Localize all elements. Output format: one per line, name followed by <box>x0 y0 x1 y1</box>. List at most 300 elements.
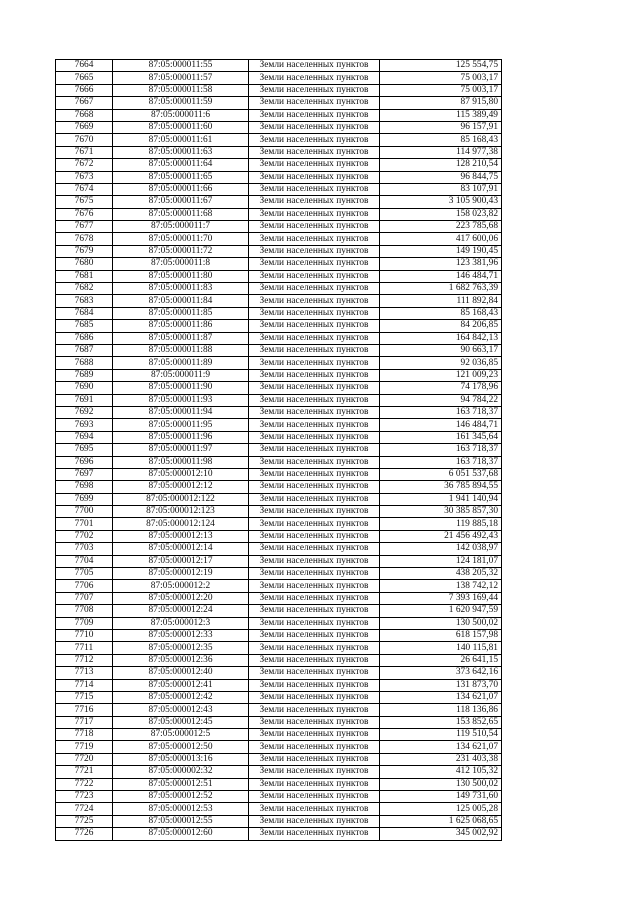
land-category-cell: Земли населенных пунктов <box>249 121 380 133</box>
table-row <box>56 344 502 356</box>
table-row <box>56 729 502 741</box>
table-row <box>56 208 502 220</box>
cadastral-number-cell: 87:05:000011:85 <box>113 307 249 319</box>
table-row <box>56 815 502 827</box>
cadastral-value-cell: 119 885,18 <box>380 518 502 530</box>
table-row <box>56 828 502 840</box>
table-row <box>56 543 502 555</box>
table-row <box>56 307 502 319</box>
cadastral-value-cell: 134 621,07 <box>380 691 502 703</box>
cadastral-value-cell: 164 842,13 <box>380 332 502 344</box>
land-category-cell: Земли населенных пунктов <box>249 221 380 233</box>
cadastral-number-cell: 87:05:000012:50 <box>113 741 249 753</box>
cadastral-value-cell: 90 663,17 <box>380 344 502 356</box>
land-category-cell: Земли населенных пунктов <box>249 691 380 703</box>
cadastral-value-cell: 118 136,86 <box>380 704 502 716</box>
cadastral-number-cell: 87:05:000012:3 <box>113 617 249 629</box>
cadastral-number-cell: 87:05:000011:64 <box>113 159 249 171</box>
land-category-cell: Земли населенных пунктов <box>249 530 380 542</box>
cadastral-number-cell: 87:05:000012:13 <box>113 530 249 542</box>
table-row <box>56 444 502 456</box>
land-category-cell: Земли населенных пунктов <box>249 307 380 319</box>
table-row <box>56 704 502 716</box>
cadastral-value-cell: 74 178,96 <box>380 382 502 394</box>
row-number-cell: 7665 <box>56 72 113 84</box>
row-number-cell: 7708 <box>56 605 113 617</box>
table-row <box>56 803 502 815</box>
table-row <box>56 72 502 84</box>
cadastral-value-cell: 26 641,15 <box>380 654 502 666</box>
cadastral-number-cell: 87:05:000011:90 <box>113 382 249 394</box>
document-page <box>55 59 502 841</box>
row-number-cell: 7696 <box>56 456 113 468</box>
cadastral-value-cell: 158 023,82 <box>380 208 502 220</box>
table-row <box>56 97 502 109</box>
cadastral-value-cell: 96 157,91 <box>380 121 502 133</box>
row-number-cell: 7710 <box>56 629 113 641</box>
row-number-cell: 7713 <box>56 667 113 679</box>
table-row <box>56 568 502 580</box>
cadastral-number-cell: 87:05:000012:35 <box>113 642 249 654</box>
land-category-cell: Земли населенных пунктов <box>249 716 380 728</box>
cadastral-number-cell: 87:05:000012:60 <box>113 828 249 840</box>
cadastral-value-cell: 163 718,37 <box>380 444 502 456</box>
cadastral-number-cell: 87:05:000011:57 <box>113 72 249 84</box>
cadastral-number-cell: 87:05:000011:58 <box>113 84 249 96</box>
table-row <box>56 196 502 208</box>
row-number-cell: 7699 <box>56 493 113 505</box>
cadastral-number-cell: 87:05:000011:8 <box>113 258 249 270</box>
land-category-cell: Земли населенных пунктов <box>249 828 380 840</box>
cadastral-value-cell: 7 393 169,44 <box>380 592 502 604</box>
table-row <box>56 580 502 592</box>
row-number-cell: 7717 <box>56 716 113 728</box>
row-number-cell: 7721 <box>56 766 113 778</box>
cadastral-value-cell: 1 682 763,39 <box>380 283 502 295</box>
cadastral-number-cell: 87:05:000012:24 <box>113 605 249 617</box>
table-row <box>56 592 502 604</box>
table-row <box>56 629 502 641</box>
table-row <box>56 134 502 146</box>
land-category-cell: Земли населенных пунктов <box>249 555 380 567</box>
table-row <box>56 146 502 158</box>
row-number-cell: 7681 <box>56 270 113 282</box>
row-number-cell: 7718 <box>56 729 113 741</box>
cadastral-number-cell: 87:05:000011:89 <box>113 357 249 369</box>
cadastral-value-cell: 121 009,23 <box>380 369 502 381</box>
land-category-cell: Земли населенных пунктов <box>249 97 380 109</box>
land-category-cell: Земли населенных пунктов <box>249 679 380 691</box>
land-category-cell: Земли населенных пунктов <box>249 803 380 815</box>
land-category-cell: Земли населенных пунктов <box>249 629 380 641</box>
row-number-cell: 7702 <box>56 530 113 542</box>
land-category-cell: Земли населенных пунктов <box>249 543 380 555</box>
row-number-cell: 7694 <box>56 431 113 443</box>
cadastral-value-cell: 138 742,12 <box>380 580 502 592</box>
land-category-cell: Земли населенных пунктов <box>249 791 380 803</box>
cadastral-value-cell: 84 206,85 <box>380 320 502 332</box>
row-number-cell: 7726 <box>56 828 113 840</box>
land-category-cell: Земли населенных пунктов <box>249 109 380 121</box>
cadastral-number-cell: 87:05:000012:51 <box>113 778 249 790</box>
table-row <box>56 791 502 803</box>
cadastral-number-cell: 87:05:000011:65 <box>113 171 249 183</box>
row-number-cell: 7709 <box>56 617 113 629</box>
row-number-cell: 7698 <box>56 481 113 493</box>
land-category-cell: Земли населенных пунктов <box>249 357 380 369</box>
cadastral-value-cell: 142 038,97 <box>380 543 502 555</box>
cadastral-number-cell: 87:05:000012:41 <box>113 679 249 691</box>
land-category-cell: Земли населенных пунктов <box>249 605 380 617</box>
row-number-cell: 7700 <box>56 506 113 518</box>
cadastral-number-cell: 87:05:000011:9 <box>113 369 249 381</box>
cadastral-number-cell: 87:05:000013:16 <box>113 753 249 765</box>
table-row <box>56 456 502 468</box>
land-category-cell: Земли населенных пунктов <box>249 369 380 381</box>
table-row <box>56 84 502 96</box>
cadastral-number-cell: 87:05:000011:84 <box>113 295 249 307</box>
land-category-cell: Земли населенных пунктов <box>249 778 380 790</box>
cadastral-number-cell: 87:05:000011:98 <box>113 456 249 468</box>
cadastral-value-cell: 130 500,02 <box>380 617 502 629</box>
cadastral-number-cell: 87:05:000012:122 <box>113 493 249 505</box>
cadastral-value-cell: 123 381,96 <box>380 258 502 270</box>
table-row <box>56 431 502 443</box>
cadastral-number-cell: 87:05:000011:61 <box>113 134 249 146</box>
table-row <box>56 518 502 530</box>
row-number-cell: 7679 <box>56 245 113 257</box>
land-category-cell: Земли населенных пунктов <box>249 394 380 406</box>
cadastral-number-cell: 87:05:000011:72 <box>113 245 249 257</box>
row-number-cell: 7716 <box>56 704 113 716</box>
table-row <box>56 221 502 233</box>
row-number-cell: 7670 <box>56 134 113 146</box>
cadastral-number-cell: 87:05:000012:45 <box>113 716 249 728</box>
cadastral-value-cell: 438 205,32 <box>380 568 502 580</box>
cadastral-value-cell: 114 977,38 <box>380 146 502 158</box>
table-row <box>56 530 502 542</box>
land-category-cell: Земли населенных пунктов <box>249 568 380 580</box>
row-number-cell: 7677 <box>56 221 113 233</box>
land-category-cell: Земли населенных пунктов <box>249 84 380 96</box>
row-number-cell: 7671 <box>56 146 113 158</box>
cadastral-number-cell: 87:05:000011:60 <box>113 121 249 133</box>
cadastral-value-cell: 85 168,43 <box>380 307 502 319</box>
land-category-cell: Земли населенных пунктов <box>249 245 380 257</box>
row-number-cell: 7719 <box>56 741 113 753</box>
land-category-cell: Земли населенных пунктов <box>249 134 380 146</box>
cadastral-number-cell: 87:05:000011:95 <box>113 419 249 431</box>
cadastral-number-cell: 87:05:000012:52 <box>113 791 249 803</box>
row-number-cell: 7675 <box>56 196 113 208</box>
cadastral-value-cell: 21 456 492,43 <box>380 530 502 542</box>
table-row <box>56 555 502 567</box>
table-row <box>56 109 502 121</box>
cadastral-number-cell: 87:05:000011:7 <box>113 221 249 233</box>
cadastral-number-cell: 87:05:000012:2 <box>113 580 249 592</box>
cadastral-value-cell: 3 105 900,43 <box>380 196 502 208</box>
land-category-cell: Земли населенных пунктов <box>249 741 380 753</box>
cadastral-value-cell: 36 785 894,55 <box>380 481 502 493</box>
table-row <box>56 121 502 133</box>
row-number-cell: 7684 <box>56 307 113 319</box>
cadastral-number-cell: 87:05:000011:97 <box>113 444 249 456</box>
row-number-cell: 7688 <box>56 357 113 369</box>
land-category-cell: Земли населенных пунктов <box>249 580 380 592</box>
cadastral-value-cell: 75 003,17 <box>380 72 502 84</box>
cadastral-value-cell: 128 210,54 <box>380 159 502 171</box>
row-number-cell: 7695 <box>56 444 113 456</box>
cadastral-value-cell: 125 005,28 <box>380 803 502 815</box>
cadastral-number-cell: 87:05:000012:43 <box>113 704 249 716</box>
cadastral-value-cell: 75 003,17 <box>380 84 502 96</box>
land-category-cell: Земли населенных пунктов <box>249 344 380 356</box>
row-number-cell: 7711 <box>56 642 113 654</box>
land-category-cell: Земли населенных пунктов <box>249 270 380 282</box>
table-row <box>56 283 502 295</box>
cadastral-number-cell: 87:05:000011:83 <box>113 283 249 295</box>
cadastral-number-cell: 87:05:000011:96 <box>113 431 249 443</box>
cadastral-number-cell: 87:05:000011:55 <box>113 60 249 72</box>
cadastral-value-cell: 373 642,16 <box>380 667 502 679</box>
land-category-cell: Земли населенных пунктов <box>249 208 380 220</box>
cadastral-value-cell: 1 620 947,59 <box>380 605 502 617</box>
cadastral-value-cell: 231 403,38 <box>380 753 502 765</box>
cadastral-number-cell: 87:05:000011:59 <box>113 97 249 109</box>
land-category-cell: Земли населенных пунктов <box>249 444 380 456</box>
row-number-cell: 7690 <box>56 382 113 394</box>
cadastral-number-cell: 87:05:000011:68 <box>113 208 249 220</box>
row-number-cell: 7697 <box>56 468 113 480</box>
cadastral-value-cell: 161 345,64 <box>380 431 502 443</box>
cadastral-value-cell: 83 107,91 <box>380 183 502 195</box>
row-number-cell: 7712 <box>56 654 113 666</box>
row-number-cell: 7724 <box>56 803 113 815</box>
table-row <box>56 60 502 72</box>
land-category-cell: Земли населенных пунктов <box>249 196 380 208</box>
row-number-cell: 7678 <box>56 233 113 245</box>
cadastral-value-cell: 1 941 140,94 <box>380 493 502 505</box>
cadastral-number-cell: 87:05:000012:20 <box>113 592 249 604</box>
cadastral-number-cell: 87:05:000012:124 <box>113 518 249 530</box>
table-row <box>56 369 502 381</box>
land-category-cell: Земли населенных пунктов <box>249 654 380 666</box>
table-row <box>56 295 502 307</box>
land-category-cell: Земли населенных пунктов <box>249 406 380 418</box>
row-number-cell: 7676 <box>56 208 113 220</box>
cadastral-value-cell: 111 892,84 <box>380 295 502 307</box>
cadastral-number-cell: 87:05:000012:10 <box>113 468 249 480</box>
cadastral-number-cell: 87:05:000012:12 <box>113 481 249 493</box>
cadastral-value-cell: 119 510,54 <box>380 729 502 741</box>
land-category-cell: Земли населенных пунктов <box>249 171 380 183</box>
row-number-cell: 7669 <box>56 121 113 133</box>
cadastral-number-cell: 87:05:000011:88 <box>113 344 249 356</box>
cadastral-value-cell: 345 002,92 <box>380 828 502 840</box>
cadastral-value-cell: 115 389,49 <box>380 109 502 121</box>
cadastral-value-cell: 130 500,02 <box>380 778 502 790</box>
row-number-cell: 7704 <box>56 555 113 567</box>
land-category-cell: Земли населенных пунктов <box>249 766 380 778</box>
land-category-cell: Земли населенных пунктов <box>249 753 380 765</box>
cadastral-number-cell: 87:05:000012:53 <box>113 803 249 815</box>
cadastral-value-cell: 124 181,07 <box>380 555 502 567</box>
row-number-cell: 7714 <box>56 679 113 691</box>
cadastral-number-cell: 87:05:000012:17 <box>113 555 249 567</box>
land-category-cell: Земли населенных пунктов <box>249 258 380 270</box>
table-row <box>56 183 502 195</box>
land-category-cell: Земли населенных пунктов <box>249 72 380 84</box>
land-category-cell: Земли населенных пунктов <box>249 146 380 158</box>
land-category-cell: Земли населенных пунктов <box>249 183 380 195</box>
row-number-cell: 7666 <box>56 84 113 96</box>
row-number-cell: 7680 <box>56 258 113 270</box>
land-category-cell: Земли населенных пунктов <box>249 295 380 307</box>
table-row <box>56 493 502 505</box>
land-category-cell: Земли населенных пунктов <box>249 667 380 679</box>
cadastral-number-cell: 87:05:000012:42 <box>113 691 249 703</box>
table-row <box>56 654 502 666</box>
table-row <box>56 406 502 418</box>
land-category-cell: Земли населенных пунктов <box>249 159 380 171</box>
cadastral-value-cell: 412 105,32 <box>380 766 502 778</box>
table-row <box>56 171 502 183</box>
cadastral-number-cell: 87:05:000011:66 <box>113 183 249 195</box>
land-category-cell: Земли населенных пунктов <box>249 468 380 480</box>
cadastral-number-cell: 87:05:000011:70 <box>113 233 249 245</box>
row-number-cell: 7722 <box>56 778 113 790</box>
row-number-cell: 7692 <box>56 406 113 418</box>
land-category-cell: Земли населенных пунктов <box>249 60 380 72</box>
table-row <box>56 270 502 282</box>
cadastral-number-cell: 87:05:000011:80 <box>113 270 249 282</box>
table-row <box>56 159 502 171</box>
cadastral-number-cell: 87:05:000011:6 <box>113 109 249 121</box>
row-number-cell: 7686 <box>56 332 113 344</box>
row-number-cell: 7689 <box>56 369 113 381</box>
table-row <box>56 617 502 629</box>
cadastral-number-cell: 87:05:000011:93 <box>113 394 249 406</box>
table-row <box>56 716 502 728</box>
table-row <box>56 357 502 369</box>
cadastral-number-cell: 87:05:000011:87 <box>113 332 249 344</box>
table-row <box>56 258 502 270</box>
cadastral-number-cell: 87:05:000012:33 <box>113 629 249 641</box>
cadastral-value-cell: 140 115,81 <box>380 642 502 654</box>
land-category-cell: Земли населенных пунктов <box>249 704 380 716</box>
row-number-cell: 7715 <box>56 691 113 703</box>
land-category-cell: Земли населенных пунктов <box>249 456 380 468</box>
cadastral-value-cell: 87 915,80 <box>380 97 502 109</box>
cadastral-value-cell: 146 484,71 <box>380 419 502 431</box>
land-category-cell: Земли населенных пунктов <box>249 506 380 518</box>
cadastral-value-cell: 417 600,06 <box>380 233 502 245</box>
land-category-cell: Земли населенных пунктов <box>249 481 380 493</box>
table-row <box>56 679 502 691</box>
row-number-cell: 7664 <box>56 60 113 72</box>
cadastral-number-cell: 87:05:000012:19 <box>113 568 249 580</box>
land-category-cell: Земли населенных пунктов <box>249 592 380 604</box>
land-category-cell: Земли населенных пунктов <box>249 283 380 295</box>
table-row <box>56 233 502 245</box>
table-row <box>56 667 502 679</box>
row-number-cell: 7682 <box>56 283 113 295</box>
table-row <box>56 394 502 406</box>
cadastral-value-cell: 125 554,75 <box>380 60 502 72</box>
land-category-cell: Земли населенных пунктов <box>249 617 380 629</box>
table-row <box>56 778 502 790</box>
cadastral-value-cell: 94 784,22 <box>380 394 502 406</box>
cadastral-value-cell: 96 844,75 <box>380 171 502 183</box>
table-row <box>56 468 502 480</box>
row-number-cell: 7701 <box>56 518 113 530</box>
land-category-cell: Земли населенных пунктов <box>249 419 380 431</box>
row-number-cell: 7674 <box>56 183 113 195</box>
land-category-cell: Земли населенных пунктов <box>249 233 380 245</box>
land-category-cell: Земли населенных пунктов <box>249 518 380 530</box>
cadastral-value-cell: 131 873,70 <box>380 679 502 691</box>
table-row <box>56 753 502 765</box>
row-number-cell: 7668 <box>56 109 113 121</box>
cadastral-number-cell: 87:05:000012:55 <box>113 815 249 827</box>
table-row <box>56 506 502 518</box>
cadastral-value-cell: 618 157,98 <box>380 629 502 641</box>
cadastral-value-cell: 149 731,60 <box>380 791 502 803</box>
row-number-cell: 7723 <box>56 791 113 803</box>
cadastral-value-cell: 153 852,65 <box>380 716 502 728</box>
row-number-cell: 7705 <box>56 568 113 580</box>
row-number-cell: 7720 <box>56 753 113 765</box>
cadastral-value-cell: 223 785,68 <box>380 221 502 233</box>
row-number-cell: 7667 <box>56 97 113 109</box>
table-body <box>56 60 502 841</box>
row-number-cell: 7685 <box>56 320 113 332</box>
row-number-cell: 7691 <box>56 394 113 406</box>
row-number-cell: 7693 <box>56 419 113 431</box>
cadastral-value-cell: 163 718,37 <box>380 406 502 418</box>
table-row <box>56 320 502 332</box>
row-number-cell: 7687 <box>56 344 113 356</box>
cadastral-number-cell: 87:05:000011:94 <box>113 406 249 418</box>
table-row <box>56 766 502 778</box>
cadastral-value-table <box>55 59 502 841</box>
land-category-cell: Земли населенных пунктов <box>249 332 380 344</box>
land-category-cell: Земли населенных пунктов <box>249 729 380 741</box>
land-category-cell: Земли населенных пунктов <box>249 493 380 505</box>
cadastral-number-cell: 87:05:000012:123 <box>113 506 249 518</box>
cadastral-value-cell: 30 385 857,30 <box>380 506 502 518</box>
table-row <box>56 332 502 344</box>
cadastral-number-cell: 87:05:000011:86 <box>113 320 249 332</box>
table-row <box>56 605 502 617</box>
table-row <box>56 642 502 654</box>
row-number-cell: 7673 <box>56 171 113 183</box>
cadastral-number-cell: 87:05:000012:14 <box>113 543 249 555</box>
table-row <box>56 691 502 703</box>
cadastral-number-cell: 87:05:000002:32 <box>113 766 249 778</box>
cadastral-value-cell: 1 625 068,65 <box>380 815 502 827</box>
row-number-cell: 7672 <box>56 159 113 171</box>
row-number-cell: 7707 <box>56 592 113 604</box>
cadastral-value-cell: 149 190,45 <box>380 245 502 257</box>
table-row <box>56 419 502 431</box>
row-number-cell: 7725 <box>56 815 113 827</box>
cadastral-value-cell: 85 168,43 <box>380 134 502 146</box>
cadastral-number-cell: 87:05:000011:63 <box>113 146 249 158</box>
table-row <box>56 481 502 493</box>
cadastral-value-cell: 134 621,07 <box>380 741 502 753</box>
cadastral-value-cell: 146 484,71 <box>380 270 502 282</box>
